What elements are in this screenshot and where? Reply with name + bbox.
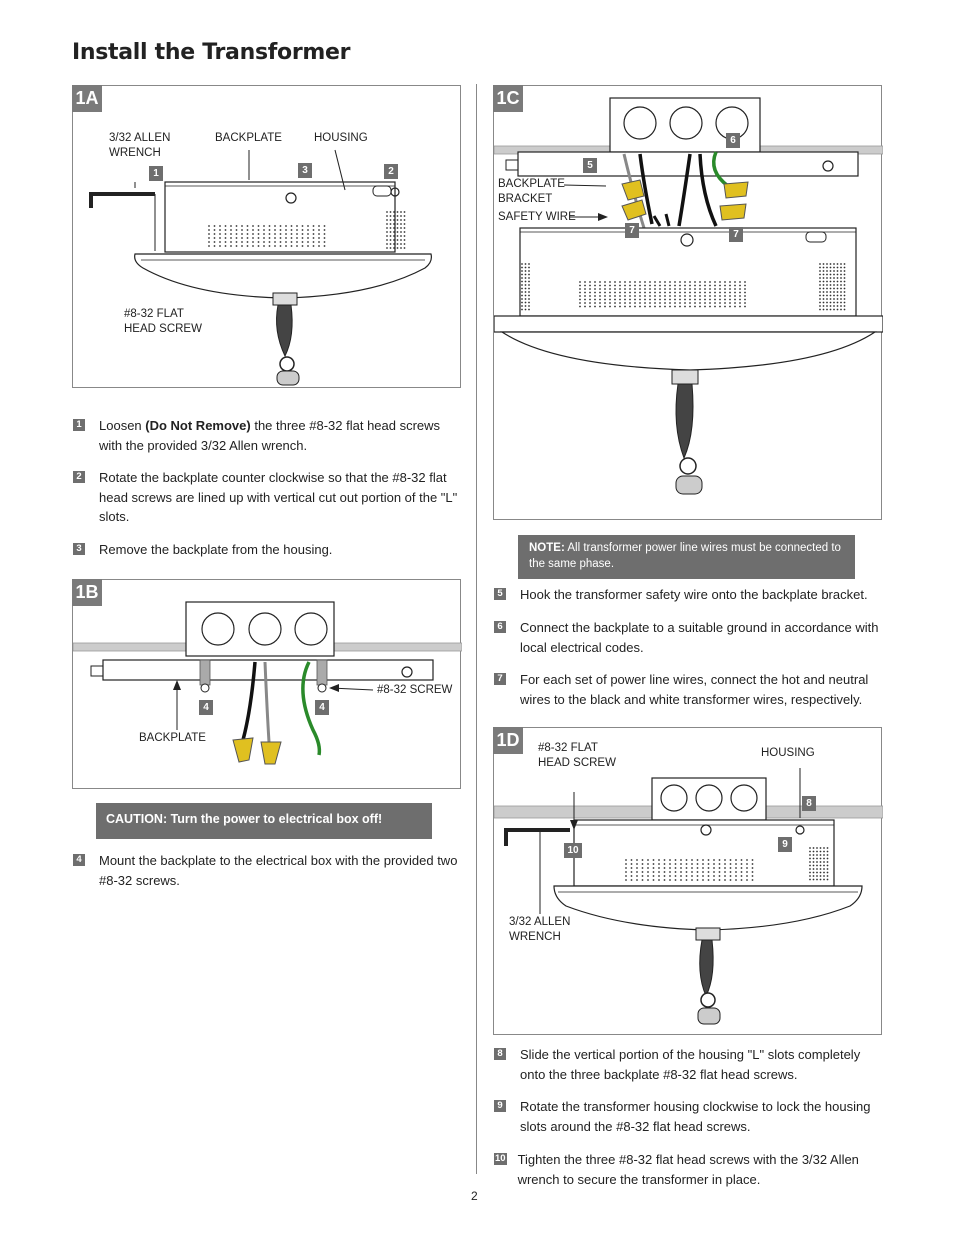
step-3 xyxy=(73,540,458,560)
callout-badge-2: 2 xyxy=(384,164,398,179)
step-text: the three #8-32 flat head screws with the provided 3/32 Allen wrench. xyxy=(99,418,441,453)
step-number: 4 xyxy=(73,854,85,866)
callout-badge-8: 8 xyxy=(802,796,816,811)
page-title: Install the Transformer xyxy=(72,40,351,65)
label-allen-wrench: 3/32 ALLEN WRENCH xyxy=(109,132,171,159)
panel-1a xyxy=(72,85,461,388)
label-housing: HOUSING xyxy=(314,132,368,144)
panel-tag-1c: 1C xyxy=(493,85,523,112)
step-4 xyxy=(73,851,458,890)
panel-1b xyxy=(72,579,461,789)
callout-badge-4: 4 xyxy=(199,700,213,715)
step-2 xyxy=(73,468,458,527)
label-backplate-bracket: BACKPLATE BRACKET xyxy=(498,178,565,205)
step-number: 2 xyxy=(73,471,85,483)
callout-badge-9: 9 xyxy=(778,837,792,852)
step-6 xyxy=(494,618,884,657)
step-text: Hook the transformer safety wire onto the backplate bracket. xyxy=(520,587,868,602)
step-text: Rotate the transformer housing clockwise to lock the housing slots around the #8-32 flat head screws. xyxy=(520,1099,871,1134)
caution-text: CAUTION: Turn the power to electrical box off! xyxy=(106,812,383,826)
page-number: 2 xyxy=(471,1189,478,1203)
panel-1c xyxy=(493,85,882,520)
panel-1d xyxy=(493,727,882,1035)
label-flat-head-screw: #8-32 FLAT HEAD SCREW xyxy=(538,742,616,769)
step-number: 5 xyxy=(494,588,506,600)
step-number: 3 xyxy=(73,543,85,555)
step-text: Tighten the three #8-32 flat head screws with the 3/32 Allen wrench to secure the transformer in place. xyxy=(517,1152,859,1187)
step-text: Rotate the backplate counter clockwise so that the #8-32 flat head screws are lined up with vertical cut out portion of the "L" slots. xyxy=(99,470,458,524)
step-8 xyxy=(494,1045,884,1084)
note-box xyxy=(518,535,855,579)
step-number: 7 xyxy=(494,673,506,685)
panel-tag-1d: 1D xyxy=(493,727,523,754)
panel-tag-1a: 1A xyxy=(72,85,102,112)
callout-badge-7: 7 xyxy=(729,227,743,242)
step-text: Connect the backplate to a suitable ground in accordance with local electrical codes. xyxy=(520,620,879,655)
callout-badge-6: 6 xyxy=(726,133,740,148)
callout-badge-1: 1 xyxy=(149,166,163,181)
callout-badge-10: 10 xyxy=(564,843,582,858)
step-9 xyxy=(494,1097,884,1136)
step-number: 6 xyxy=(494,621,506,633)
callout-badge-7: 7 xyxy=(625,223,639,238)
label-flat-head-screw: #8-32 FLAT HEAD SCREW xyxy=(124,308,202,335)
step-10 xyxy=(494,1150,884,1189)
step-5 xyxy=(494,585,884,605)
label-allen-wrench: 3/32 ALLEN WRENCH xyxy=(509,916,571,943)
label-screw: #8-32 SCREW xyxy=(377,684,453,696)
callout-badge-4: 4 xyxy=(315,700,329,715)
label-backplate: BACKPLATE xyxy=(215,132,282,144)
note-label: NOTE: xyxy=(529,542,565,554)
panel-tag-1b: 1B xyxy=(72,579,102,606)
step-text: For each set of power line wires, connect the hot and neutral wires to the black and white transformer wires, respectively. xyxy=(520,672,869,707)
note-text: All transformer power line wires must be connected to the same phase. xyxy=(529,542,841,570)
label-housing: HOUSING xyxy=(761,747,815,759)
diagram-1c xyxy=(494,86,883,521)
step-number: 1 xyxy=(73,419,85,431)
diagram-1d xyxy=(494,728,883,1036)
callout-badge-5: 5 xyxy=(583,158,597,173)
step-emphasis: (Do Not Remove) xyxy=(145,418,251,433)
step-text: Loosen xyxy=(99,418,146,433)
step-7 xyxy=(494,670,884,709)
step-number: 8 xyxy=(494,1048,506,1060)
label-backplate: BACKPLATE xyxy=(139,732,206,744)
caution-box xyxy=(96,803,432,839)
callout-badge-3: 3 xyxy=(298,163,312,178)
step-text: Remove the backplate from the housing. xyxy=(99,542,333,557)
column-divider xyxy=(476,84,477,1174)
step-1 xyxy=(73,416,458,455)
label-safety-wire: SAFETY WIRE xyxy=(498,211,576,223)
step-number: 10 xyxy=(495,1153,506,1164)
step-text: Slide the vertical portion of the housing "L" slots completely onto the three backplate #8-32 flat head screws. xyxy=(520,1047,861,1082)
step-number: 9 xyxy=(494,1100,506,1112)
step-text: Mount the backplate to the electrical box with the provided two #8-32 screws. xyxy=(99,853,458,888)
